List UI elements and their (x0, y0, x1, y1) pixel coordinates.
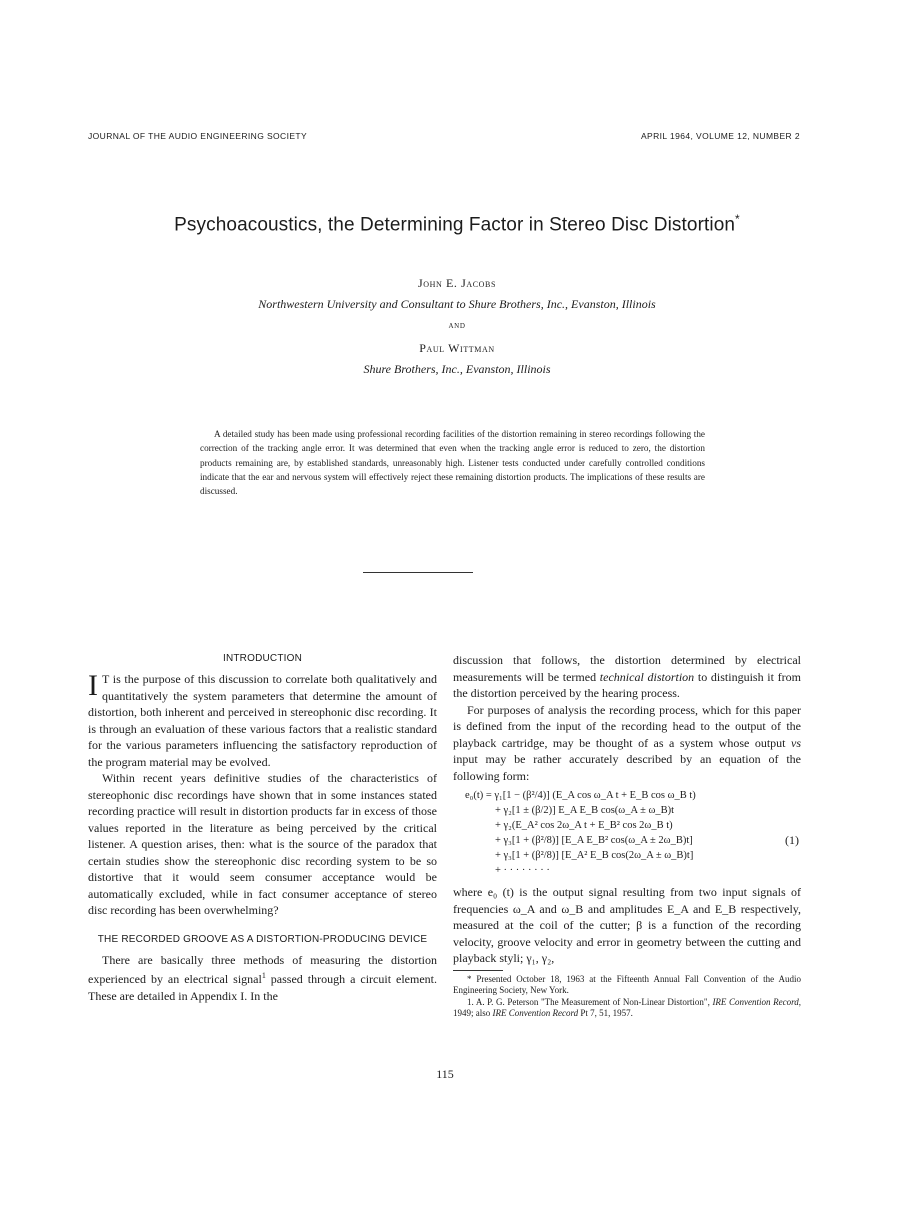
drop-cap: I (88, 669, 98, 702)
footnote-1 (453, 997, 801, 1020)
right-paragraph-2-text-a: For purposes of analysis the recording process, which for this paper is defined from the input of the recording head to the output of the playback cartridge, may be thought of as a system whose output (453, 702, 801, 750)
right-paragraph-1 (453, 652, 801, 702)
intro-paragraph-2: Within recent years definitive studies of the characteristics of stereophonic disc recordings have shown that in some instances stated recording practice will result in distortion products far in excess of those values reported in the literature as being perceived by the critical listener. A question arises, then: what is the source of the paradox that certain studies show the stereophonic disc recording system to be so distortive that it would seem consumer acceptance would be automatically excluded, while in fact consumer acceptance of stereo disc recording has been overwhelming? (88, 771, 437, 917)
right-paragraph-2-text-b: input may be rather accurately described by an equation of the following form: (453, 752, 801, 783)
equation-line: + γ₃[1 + (β²/8)] [E_A² E_B cos(2ω_A ± ω_B)t] (495, 850, 694, 861)
footnote-1-source-a: IRE Convention Record (712, 996, 799, 1007)
equation-line: e₀(t) = γ₁[1 − (β²/4)] (E_A cos ω_A t + E_B cos ω_B t) (465, 790, 696, 801)
left-column (88, 652, 437, 1004)
equation-1 (453, 788, 801, 878)
paper-title (88, 212, 826, 236)
title-footnote-mark: * (735, 212, 740, 226)
right-paragraph-1-text-a: discussion that follows, the distortion determined by electrical measurements will be termed (453, 653, 801, 684)
introduction-heading: INTRODUCTION (222, 653, 303, 664)
footnote-ref-1: 1 (261, 971, 266, 980)
equation-line: + γ₃[1 + (β²/8)] [E_A E_B² cos(ω_A ± 2ω_B)t] (495, 835, 693, 846)
term-versus: vs (791, 735, 801, 750)
equation-line: + γ₂[1 ± (β/2)] E_A E_B cos(ω_A ± ω_B)t (495, 805, 675, 816)
section-divider (363, 572, 473, 573)
right-paragraph-2 (453, 702, 801, 785)
issue-info: APRIL 1964, VOLUME 12, NUMBER 2 (640, 131, 800, 141)
groove-paragraph-1-text-a: There are basically three methods of measuring the distortion experienced by an electrical signal (88, 952, 437, 986)
affiliation-2: Shure Brothers, Inc., Evanston, Illinois (363, 362, 551, 376)
page-number: 115 (436, 1067, 454, 1081)
footnote-divider (453, 970, 503, 971)
abstract: A detailed study has been made using professional recording facilities of the distortion remaining in stereo recordings following the correction of the tracking angle error. It was determined that even when the tracking angle error is reduced to zero, the distortion products remaining are, by established standards, unreasonably high. Listener tests conducted under carefully controlled conditions indicate that the ear and nervous system will effectively reject these remaining distortion products. The implications of these results are discussed. (200, 429, 705, 497)
author-1: John E. Jacobs (417, 276, 497, 290)
footnote-1-source-b: IRE Convention Record (492, 1008, 579, 1018)
right-column (453, 652, 801, 1020)
intro-paragraph-1-text: T is the purpose of this discussion to correlate both qualitatively and quantitatively the system parameters that determine the amount of distortion, both inherent and perceived in stereophonic disc recording. It is through an evaluation of these various factors that a realistic standard for the various parameters influencing the satisfactory reproduction of the program material may be evolved. (88, 672, 437, 769)
groove-paragraph-1 (88, 952, 437, 1005)
equation-number: (1) (785, 833, 799, 847)
footnote-1-text-b: , 1949; also (453, 996, 802, 1018)
footnote-star: * Presented October 18, 1963 at the Fifteenth Annual Fall Convention of the Audio Engineering Society, New York. (453, 973, 801, 995)
term-technical-distortion: technical distortion (599, 669, 695, 684)
author-2: Paul Wittman (419, 341, 495, 355)
affiliation-1: Northwestern University and Consultant to Shure Brothers, Inc., Evanston, Illinois (258, 297, 656, 311)
title-text: Psychoacoustics, the Determining Factor in Stereo Disc Distortion (174, 214, 736, 236)
equation-line: + · · · · · · · · (495, 865, 550, 876)
equation-line: + γ₂(E_A² cos 2ω_A t + E_B² cos 2ω_B t) (495, 820, 673, 831)
right-paragraph-1-text-b: to distinguish it from the distortion perceived by the hearing process. (453, 669, 802, 700)
footnote-1-text-a: 1. A. P. G. Peterson "The Measurement of Non-Linear Distortion", (467, 996, 713, 1007)
groove-paragraph-1-text-b: passed through a circuit element. These are detailed in Appendix I. In the (88, 972, 437, 1003)
footnote-1-text-c: Pt 7, 51, 1957. (578, 1008, 633, 1018)
journal-name: JOURNAL OF THE AUDIO ENGINEERING SOCIETY (88, 131, 308, 141)
groove-heading: THE RECORDED GROOVE AS A DISTORTION-PRODUCING DEVICE (97, 933, 428, 945)
intro-paragraph-1 (88, 671, 437, 770)
right-paragraph-3: where e₀ (t) is the output signal resulting from two input signals of frequencies ω_A and ω_B and amplitudes E_A and E_B respectively, measured at the coil of the cutter; β is a function of the recording velocity, groove velocity and error in geometry between the cutting and playback styli; γ₁, γ₂, (453, 885, 801, 965)
author-conjunction: and (448, 320, 466, 331)
